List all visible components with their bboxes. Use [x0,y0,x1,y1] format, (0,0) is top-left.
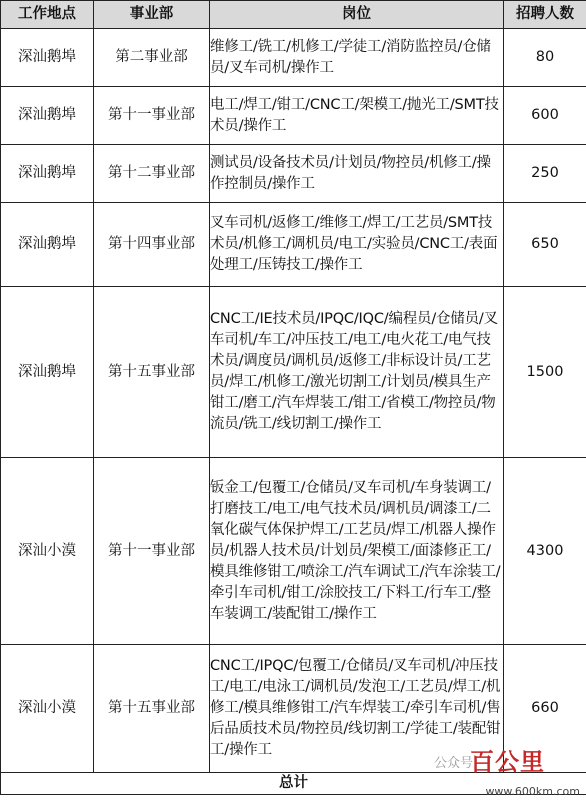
cell-department: 第十五事业部 [94,645,210,773]
table-row [1,87,586,145]
table-row [1,645,586,773]
header-count: 招聘人数 [504,1,586,29]
header-location: 工作地点 [1,1,94,29]
cell-location: 深汕小漠 [1,458,94,645]
cell-positions: 叉车司机/返修工/维修工/焊工/工艺员/SMT技术员/机修工/调机员/电工/实验员/CNC工/表面处理工/压铸技工/操作工 [210,203,504,287]
cell-location: 深汕鹅埠 [1,145,94,203]
cell-count: 650 [504,203,586,287]
total-row [1,773,586,795]
cell-department: 第十一事业部 [94,458,210,645]
cell-count: 660 [504,645,586,773]
cell-location: 深汕鹅埠 [1,203,94,287]
cell-department: 第十二事业部 [94,145,210,203]
cell-positions: 钣金工/包覆工/仓储员/叉车司机/车身装调工/打磨技工/电工/电气技术员/调机员/调漆工/二氧化碳气体保护焊工/工艺员/焊工/机器人操作员/机器人技术员/计划员/架模工/面漆修正工/模具维修钳工/喷涂工/汽车调试工/汽车涂装工/牵引车司机/钳工/涂胶技工/下料工/行车工/整车装调工/装配钳工/操作工 [210,458,504,645]
cell-positions: 维修工/铣工/机修工/学徒工/消防监控员/仓储员/叉车司机/操作工 [210,29,504,87]
cell-location: 深汕小漠 [1,645,94,773]
cell-count: 1500 [504,287,586,458]
cell-department: 第二事业部 [94,29,210,87]
table-row [1,458,586,645]
cell-location: 深汕鹅埠 [1,87,94,145]
header-positions: 岗位 [210,1,504,29]
total-label: 总计 [1,773,586,795]
cell-count: 80 [504,29,586,87]
cell-count: 600 [504,87,586,145]
cell-positions: CNC工/IPQC/包覆工/仓储员/叉车司机/冲压技工/电工/电泳工/调机员/发泡工/工艺员/焊工/机修工/模具维修钳工/汽车焊装工/牵引车司机/售后品质技术员/物控员/线切割工/学徒工/装配钳工/操作工 [210,645,504,773]
watermark-site-url: www.600km.com [485,785,580,798]
table-row [1,203,586,287]
cell-count: 250 [504,145,586,203]
cell-department: 第十四事业部 [94,203,210,287]
cell-positions: 电工/焊工/钳工/CNC工/架模工/抛光工/SMT技术员/操作工 [210,87,504,145]
cell-department: 第十一事业部 [94,87,210,145]
cell-department: 第十五事业部 [94,287,210,458]
table-row [1,145,586,203]
watermark-logo: 百公里 [470,748,545,776]
cell-positions: CNC工/IE技术员/IPQC/IQC/编程员/仓储员/叉车司机/车工/冲压技工/电工/电火花工/电气技术员/调度员/调机员/返修工/非标设计员/工艺员/焊工/机修工/激光切割工/计划员/模具生产钳工/磨工/汽车焊装工/钳工/省模工/物控员/物流员/铣工/线切割工/操作工 [210,287,504,458]
cell-location: 深汕鹅埠 [1,29,94,87]
table-header-row [1,1,586,29]
cell-positions: 测试员/设备技术员/计划员/物控员/机修工/操作控制员/操作工 [210,145,504,203]
table-row [1,287,586,458]
watermark-wechat-text: 公众号 [434,756,474,771]
cell-location: 深汕鹅埠 [1,287,94,458]
table-row [1,29,586,87]
cell-count: 4300 [504,458,586,645]
header-department: 事业部 [94,1,210,29]
